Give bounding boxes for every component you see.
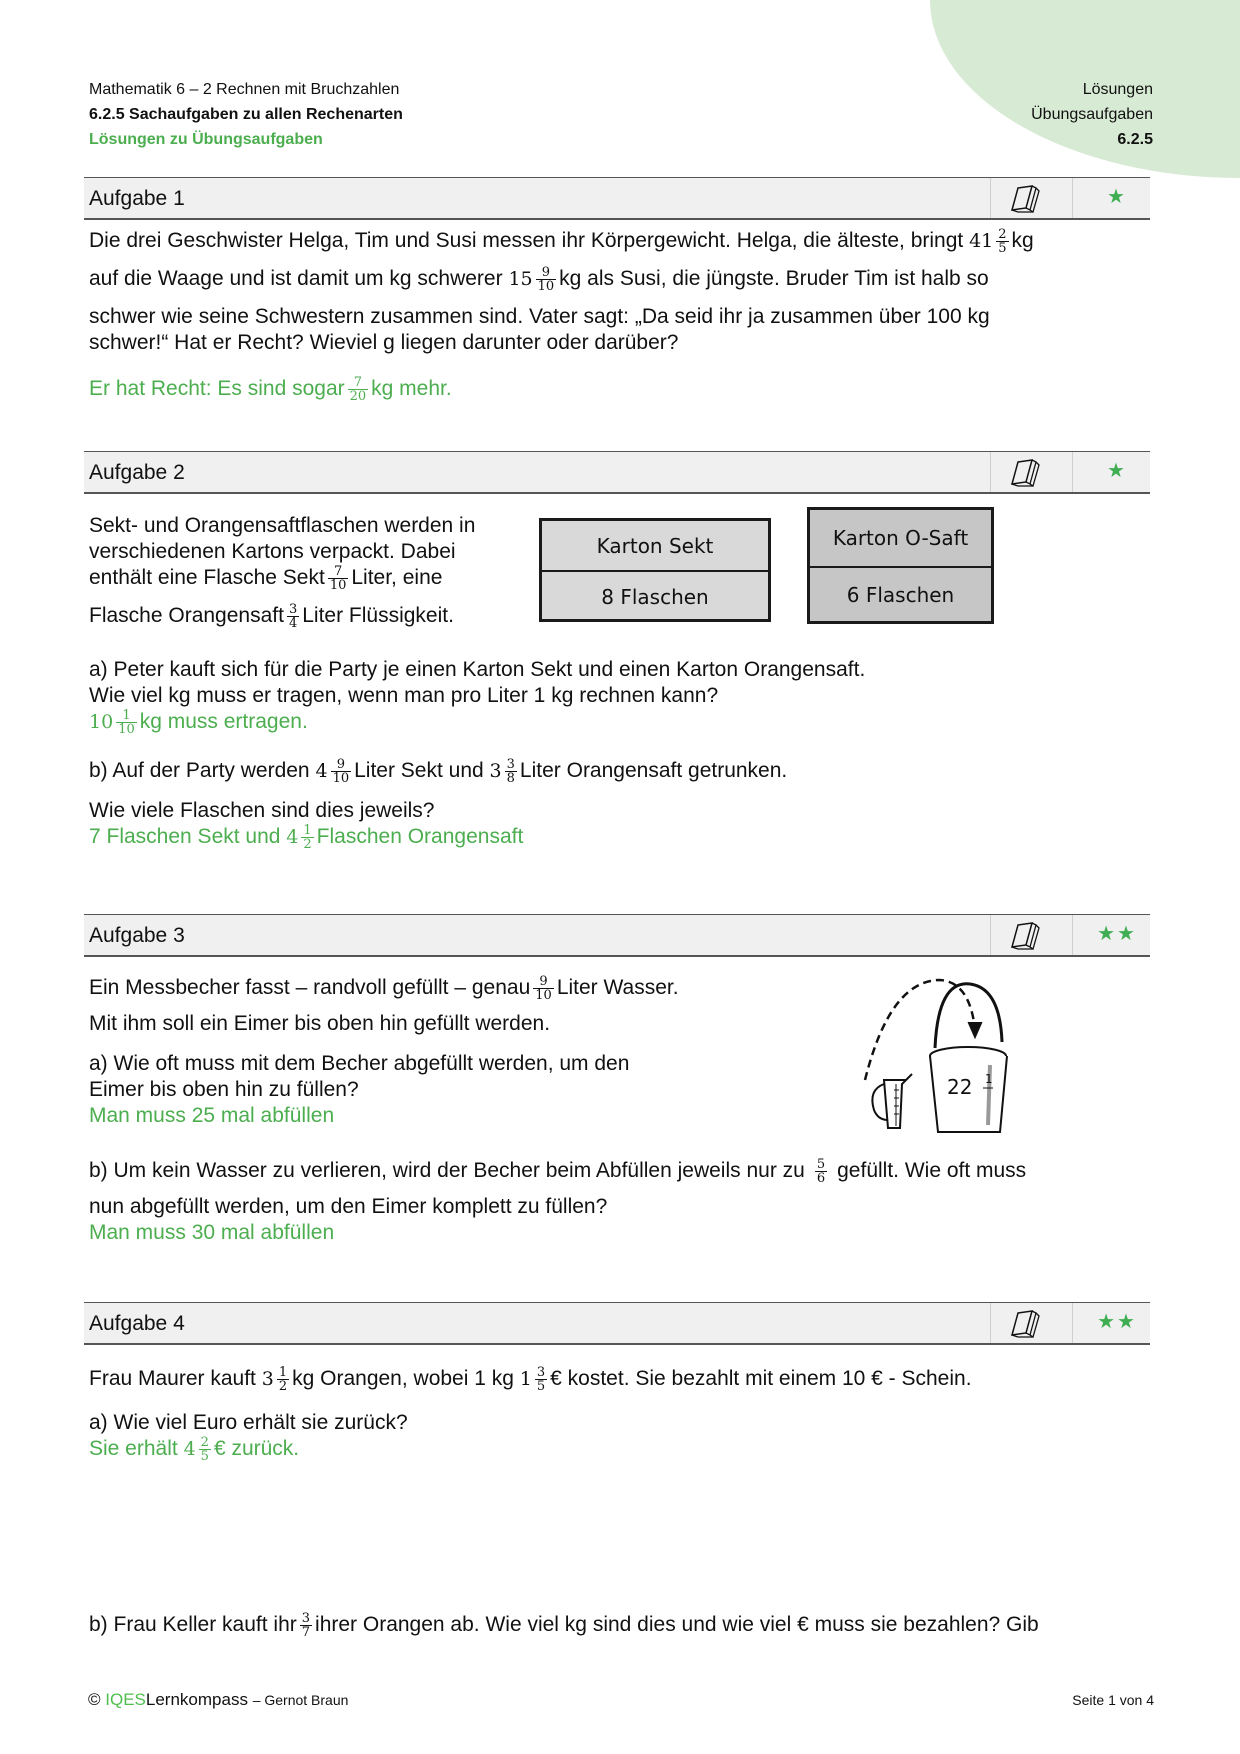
- divider: [990, 1303, 991, 1343]
- task-1-header: [84, 177, 1150, 220]
- document-header: [89, 77, 403, 152]
- carton-sekt-box: [539, 518, 771, 622]
- task-2a-answer: 10 $\frac{1}{10}$ kg muss ertragen.: [89, 708, 308, 737]
- task-3-part-b: b) Um kein Wasser zu verlieren, wird der Becher beim Abfüllen jeweils nur zu $\frac{5}{6}$ gefüllt. Wie oft muss nun abgefüllt werden, um den Eimer komplett zu füllen? Man muss 30 mal abfüllen: [89, 1157, 1027, 1244]
- divider: [1072, 452, 1073, 492]
- divider: [990, 915, 991, 955]
- header-right-line1: Lösungen: [1082, 81, 1153, 98]
- carton-title: Karton Sekt: [542, 521, 768, 572]
- divider: [990, 452, 991, 492]
- task-4-part-b: b) Frau Keller kauft ihr $\frac{3}{7}$ ihrer Orangen ab. Wie viel kg sind dies und wie viel € muss sie bezahlen? Gib: [89, 1611, 1039, 1640]
- carton-title: Karton O-Saft: [810, 510, 991, 568]
- header-right: [1031, 77, 1153, 152]
- difficulty-stars: ★★: [1097, 1311, 1137, 1333]
- task-2-header: [84, 451, 1150, 494]
- copyright-icon: ©: [88, 1690, 101, 1709]
- brand-iqes: IQES: [105, 1690, 146, 1709]
- divider: [990, 178, 991, 218]
- author: – Gernot Braun: [252, 1692, 349, 1708]
- task-2-intro: Sekt- und Orangensaftflaschen werden in verschiedenen Kartons verpackt. Dabei enthält eine Flasche Sekt $\frac{7}{10}$ Liter, eine Flasche Orangensaft $\frac{3}{4}$ Liter Flüssigkeit.: [89, 514, 476, 631]
- divider: [1072, 915, 1073, 955]
- svg-text:22: 22: [947, 1075, 973, 1099]
- book-icon: [1010, 458, 1044, 488]
- carton-count: 6 Flaschen: [846, 583, 955, 608]
- course-title: Mathematik 6 – 2 Rechnen mit Bruchzahlen: [89, 81, 400, 98]
- measuring-cup-bucket-illustration: [850, 970, 1050, 1140]
- brand-lernkompass: Lernkompass: [145, 1690, 248, 1709]
- task-4-intro: Frau Maurer kauft 3 $\frac{1}{2}$ kg Orangen, wobei 1 kg 1 $\frac{3}{5}$ € kostet. Sie bezahlt mit einem 10 € - Schein. a) Wie viel Euro erhält sie zurück? Sie erhält 4 $\frac{2}{5}$ € zurück.: [89, 1366, 972, 1472]
- task-3a-answer: Man muss 25 mal abfüllen: [89, 1104, 335, 1127]
- task-title: Aufgabe 1: [89, 187, 185, 210]
- divider: [1072, 178, 1073, 218]
- difficulty-stars: ★: [1107, 460, 1127, 482]
- footer-brand: [88, 1690, 348, 1710]
- divider: [1072, 1303, 1073, 1343]
- header-right-code: 6.2.5: [1117, 131, 1153, 148]
- task-1-text: Die drei Geschwister Helga, Tim und Susi messen ihr Körpergewicht. Helga, die älteste, bringt 41 $\frac{2}{5}$ kg auf die Waage und ist damit um kg schwerer 15 $\frac{9}{10}$ kg als Susi, die jüngste. Bruder Tim ist halb so schwer wie seine Schwestern zusammen sind. Vater sagt: „Da seid ihr ja zusammen über 100 kg schwer!“ Hat er Recht? Wieviel g liegen darunter oder darüber? Er hat Recht: Es sind sogar $\frac{7}{20}$ kg mehr.: [89, 227, 1034, 404]
- carton-count: 8 Flaschen: [601, 584, 709, 609]
- task-2b-answer: 7 Flaschen Sekt und 4 $\frac{1}{2}$ Flaschen Orangensaft: [89, 823, 524, 852]
- task-2-part-a: a) Peter kauft sich für die Party je einen Karton Sekt und einen Karton Orangensaft. Wie viel kg muss er tragen, wenn man pro Liter 1 kg rechnen kann? 10 $\frac{1}{10}$ kg muss ertragen.: [89, 657, 865, 745]
- section-title: 6.2.5 Sachaufgaben zu allen Rechenarten: [89, 106, 403, 123]
- svg-text:1: 1: [985, 1072, 993, 1086]
- task-title: Aufgabe 2: [89, 461, 185, 484]
- task-4-header: [84, 1302, 1150, 1345]
- difficulty-stars: ★★: [1097, 923, 1137, 945]
- difficulty-stars: ★: [1107, 186, 1127, 208]
- carton-osaft-box: [807, 507, 994, 624]
- book-icon: [1010, 921, 1044, 951]
- subtitle: Lösungen zu Übungsaufgaben: [89, 131, 323, 148]
- task-title: Aufgabe 4: [89, 1312, 185, 1335]
- header-right-line2: Übungsaufgaben: [1031, 106, 1153, 123]
- task-title: Aufgabe 3: [89, 924, 185, 947]
- task-3b-answer: Man muss 30 mal abfüllen: [89, 1221, 335, 1244]
- task-4a-answer: Sie erhält 4 $\frac{2}{5}$ € zurück.: [89, 1435, 300, 1464]
- task-1-answer: Er hat Recht: Es sind sogar $\frac{7}{20}$ kg mehr.: [89, 375, 452, 404]
- task-2-part-b: b) Auf der Party werden 4 $\frac{9}{10}$ Liter Sekt und 3 $\frac{3}{8}$ Liter Orangensaft getrunken. Wie viele Flaschen sind dies jeweils? 7 Flaschen Sekt und 4 $\frac{1}{2}$ Flaschen Orangensaft: [89, 758, 787, 860]
- task-3-intro: Ein Messbecher fasst – randvoll gefüllt – genau $\frac{9}{10}$ Liter Wasser. Mit ihm soll ein Eimer bis oben hin gefüllt werden. a) Wie oft muss mit dem Becher abgefüllt werden, um den Eimer bis oben hin zu füllen? Man muss 25 mal abfüllen: [89, 974, 679, 1127]
- task-3-header: [84, 914, 1150, 957]
- page-number: Seite 1 von 4: [1072, 1692, 1154, 1708]
- book-icon: [1010, 184, 1044, 214]
- book-icon: [1010, 1309, 1044, 1339]
